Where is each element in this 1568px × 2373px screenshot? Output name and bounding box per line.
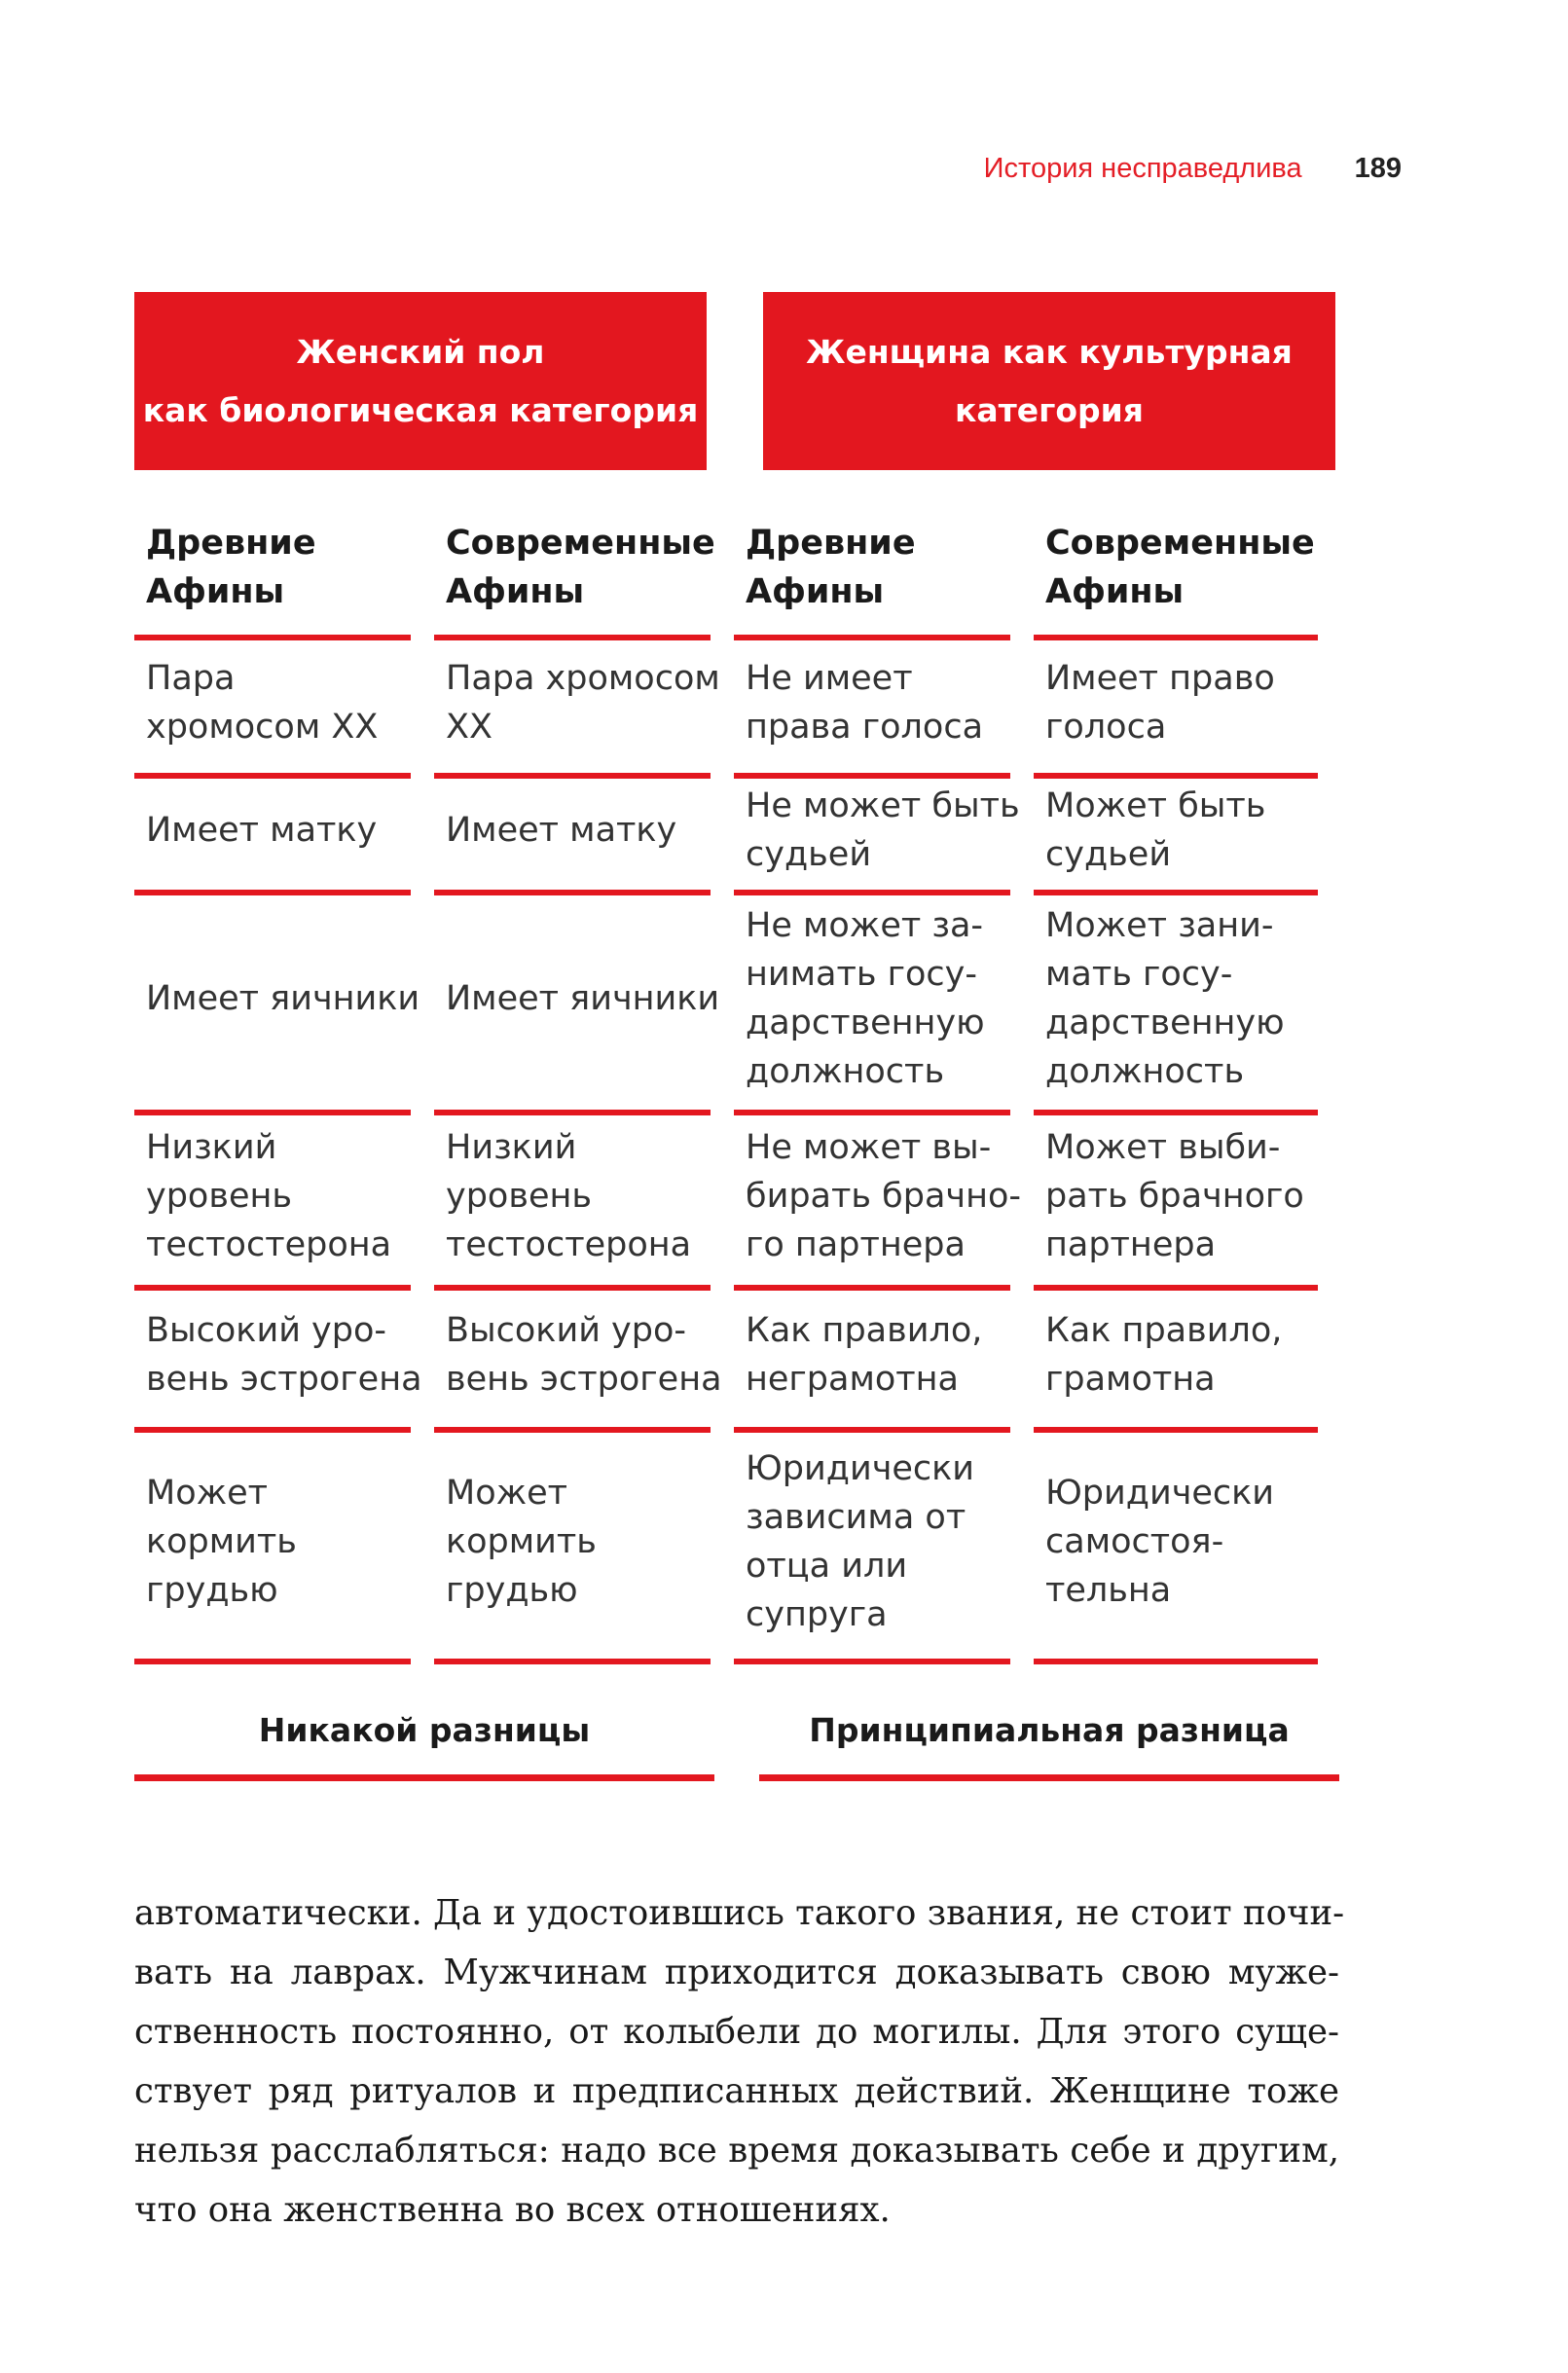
group-header-cultural: Женщина как культурная категория: [763, 292, 1335, 470]
table-cell: Юридически самостоя- тельна: [1034, 1433, 1335, 1664]
running-head: [915, 146, 1402, 191]
column-header: Современные Афины: [1034, 509, 1335, 640]
table-cell: Может быть судьей: [1034, 779, 1335, 895]
column-header: Древние Афины: [734, 509, 1034, 640]
table-cell: Высокий уро- вень эстрогена: [434, 1291, 734, 1433]
body-line: нельзя расслабляться: надо все время доказывать себе и другим,: [134, 2131, 1339, 2171]
body-line: автоматически. Да и удостоившись такого звания, не стоит почи-: [134, 1893, 1345, 1933]
body-paragraph: [134, 1883, 1345, 2240]
table-cell: Имеет право голоса: [1034, 640, 1335, 779]
table-cell: Как правило, неграмотна: [734, 1291, 1034, 1433]
summary-row: [134, 1678, 1335, 1781]
page-number: 189: [1354, 152, 1402, 184]
comparison-table: [134, 292, 1335, 1781]
column-header: Древние Афины: [134, 509, 434, 640]
group-header-row: [134, 292, 1335, 470]
table-cell: Не имеет права голоса: [734, 640, 1034, 779]
summary-cultural: Принципиальная разница: [759, 1678, 1339, 1781]
running-title: История несправедлива: [983, 152, 1302, 184]
table-cell: Юридически зависима от отца или супруга: [734, 1433, 1034, 1664]
column-header: Современные Афины: [434, 509, 734, 640]
table-cell: Не может быть судьей: [734, 779, 1034, 895]
table-cell: Не может за- нимать госу- дарственную должность: [734, 895, 1034, 1115]
group-header-biological: Женский пол как биологическая категория: [134, 292, 707, 470]
table-cell: Может кормить грудью: [134, 1433, 434, 1664]
table-cell: Имеет матку: [434, 779, 734, 895]
table-cell: Имеет матку: [134, 779, 434, 895]
table-cell: Может кормить грудью: [434, 1433, 734, 1664]
summary-biological: Никакой разницы: [134, 1678, 714, 1781]
table-cell: Может выби- рать брачного партнера: [1034, 1115, 1335, 1291]
body-line: что она женственна во всех отношениях.: [134, 2190, 891, 2230]
body-line: ственность постоянно, от колыбели до могилы. Для этого суще-: [134, 2012, 1339, 2052]
table-cell: Имеет яичники: [134, 895, 434, 1115]
table-grid: [134, 509, 1335, 1664]
table-cell: Высокий уро- вень эстрогена: [134, 1291, 434, 1433]
table-cell: Может зани- мать госу- дарственную должность: [1034, 895, 1335, 1115]
table-cell: Низкий уровень тестостерона: [134, 1115, 434, 1291]
table-cell: Как правило, грамотна: [1034, 1291, 1335, 1433]
body-line: вать на лаврах. Мужчинам приходится доказывать свою муже-: [134, 1953, 1339, 1992]
table-cell: Пара хромосом XX: [434, 640, 734, 779]
table-cell: Низкий уровень тестостерона: [434, 1115, 734, 1291]
table-cell: Пара хромосом XX: [134, 640, 434, 779]
body-line: ствует ряд ритуалов и предписанных действий. Женщине тоже: [134, 2071, 1339, 2111]
table-cell: Имеет яичники: [434, 895, 734, 1115]
table-cell: Не может вы- бирать брачно- го партнера: [734, 1115, 1034, 1291]
